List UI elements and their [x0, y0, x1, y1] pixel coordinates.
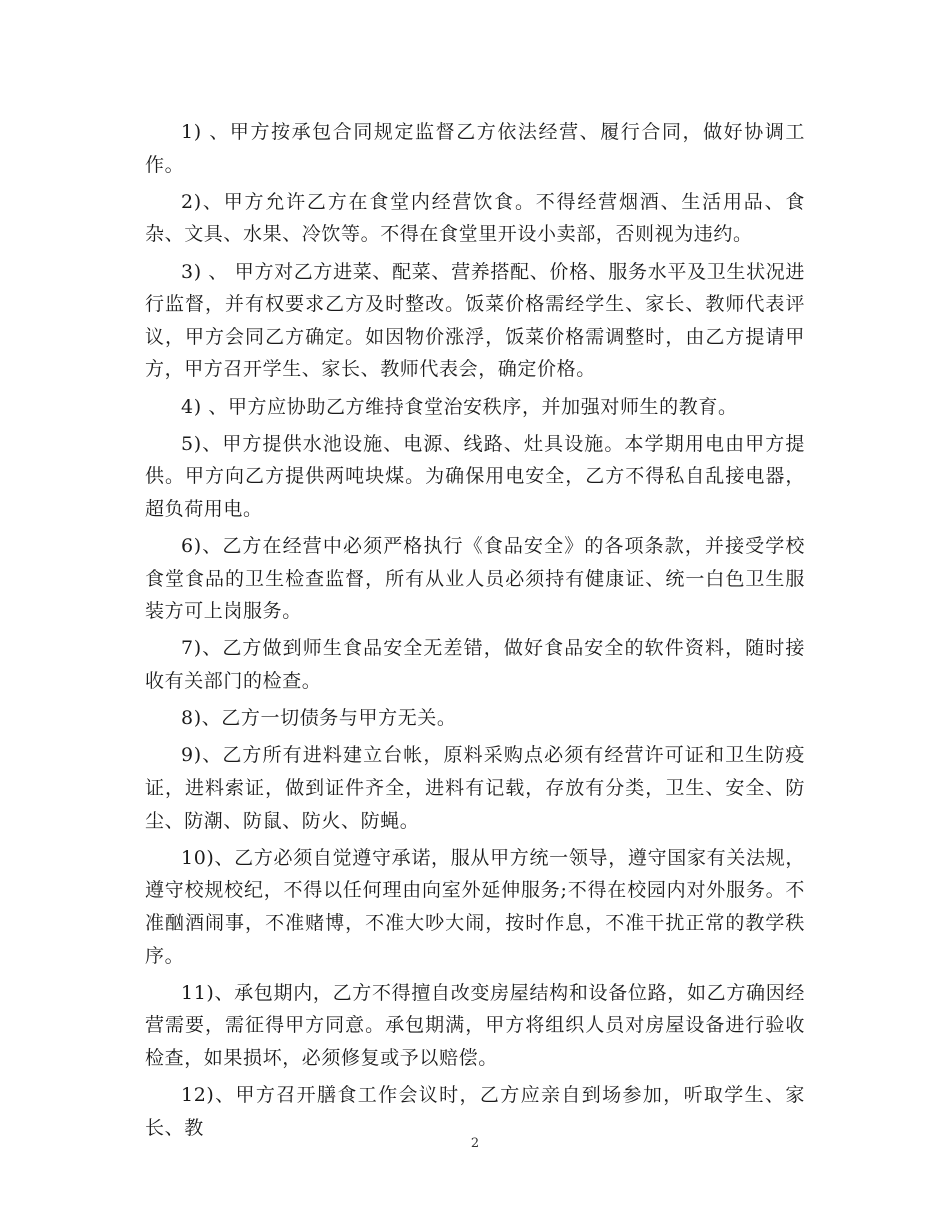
clause-2: 2)、甲方允许乙方在食堂内经营饮食。不得经营烟酒、生活用品、食杂、文具、水果、冷饮等。不得在食堂里开设小卖部，否则视为违约。 — [145, 190, 805, 246]
clause-10: 10)、乙方必须自觉遵守承诺，服从甲方统一领导，遵守国家有关法规，遵守校规校纪，不得以任何理由向室外延伸服务;不得在校园内对外服务。不准酗酒闹事，不准赌博，不准大吵大闹，按时作息，不准干扰正常的教学秩序。 — [145, 846, 805, 967]
clause-9: 9)、乙方所有进料建立台帐，原料采购点必须有经营许可证和卫生防疫证，进料索证，做到证件齐全，进料有记载，存放有分类，卫生、安全、防尘、防潮、防鼠、防火、防蝇。 — [145, 744, 805, 832]
clause-5: 5)、甲方提供水池设施、电源、线路、灶具设施。本学期用电由甲方提供。甲方向乙方提供两吨块煤。为确保用电安全，乙方不得私自乱接电器，超负荷用电。 — [145, 432, 805, 520]
page-number: 2 — [470, 1136, 480, 1151]
clause-7: 7)、乙方做到师生食品安全无差错，做好食品安全的软件资料，随时接收有关部门的检查。 — [145, 637, 805, 693]
clause-12: 12)、甲方召开膳食工作会议时，乙方应亲自到场参加，听取学生、家长、教 — [145, 1084, 805, 1139]
clause-8: 8)、乙方一切债务与甲方无关。 — [181, 707, 457, 730]
clause-11: 11)、承包期内，乙方不得擅自改变房屋结构和设备位路，如乙方确因经营需要，需征得甲方同意。承包期满，甲方将组织人员对房屋设备进行验收检查，如果损坏，必须修复或予以赔偿。 — [145, 981, 805, 1069]
clause-4: 4) 、甲方应协助乙方维持食堂治安秩序，并加强对师生的教育。 — [181, 395, 738, 418]
clause-1: 1) 、甲方按承包合同规定监督乙方依法经营、履行合同，做好协调工作。 — [145, 121, 805, 176]
document-body — [145, 116, 805, 1149]
clause-6: 6)、乙方在经营中必须严格执行《食品安全》的各项条款，并接受学校食堂食品的卫生检查监督，所有从业人员必须持有健康证、统一白色卫生服装方可上岗服务。 — [145, 535, 805, 623]
clause-3: 3) 、 甲方对乙方进菜、配菜、营养搭配、价格、服务水平及卫生状况进行监督，并有权要求乙方及时整改。饭菜价格需经学生、家长、教师代表评议，甲方会同乙方确定。如因物价涨浮，饭菜价格需调整时，由乙方提请甲方，甲方召开学生、家长、教师代表会，确定价格。 — [145, 260, 805, 381]
